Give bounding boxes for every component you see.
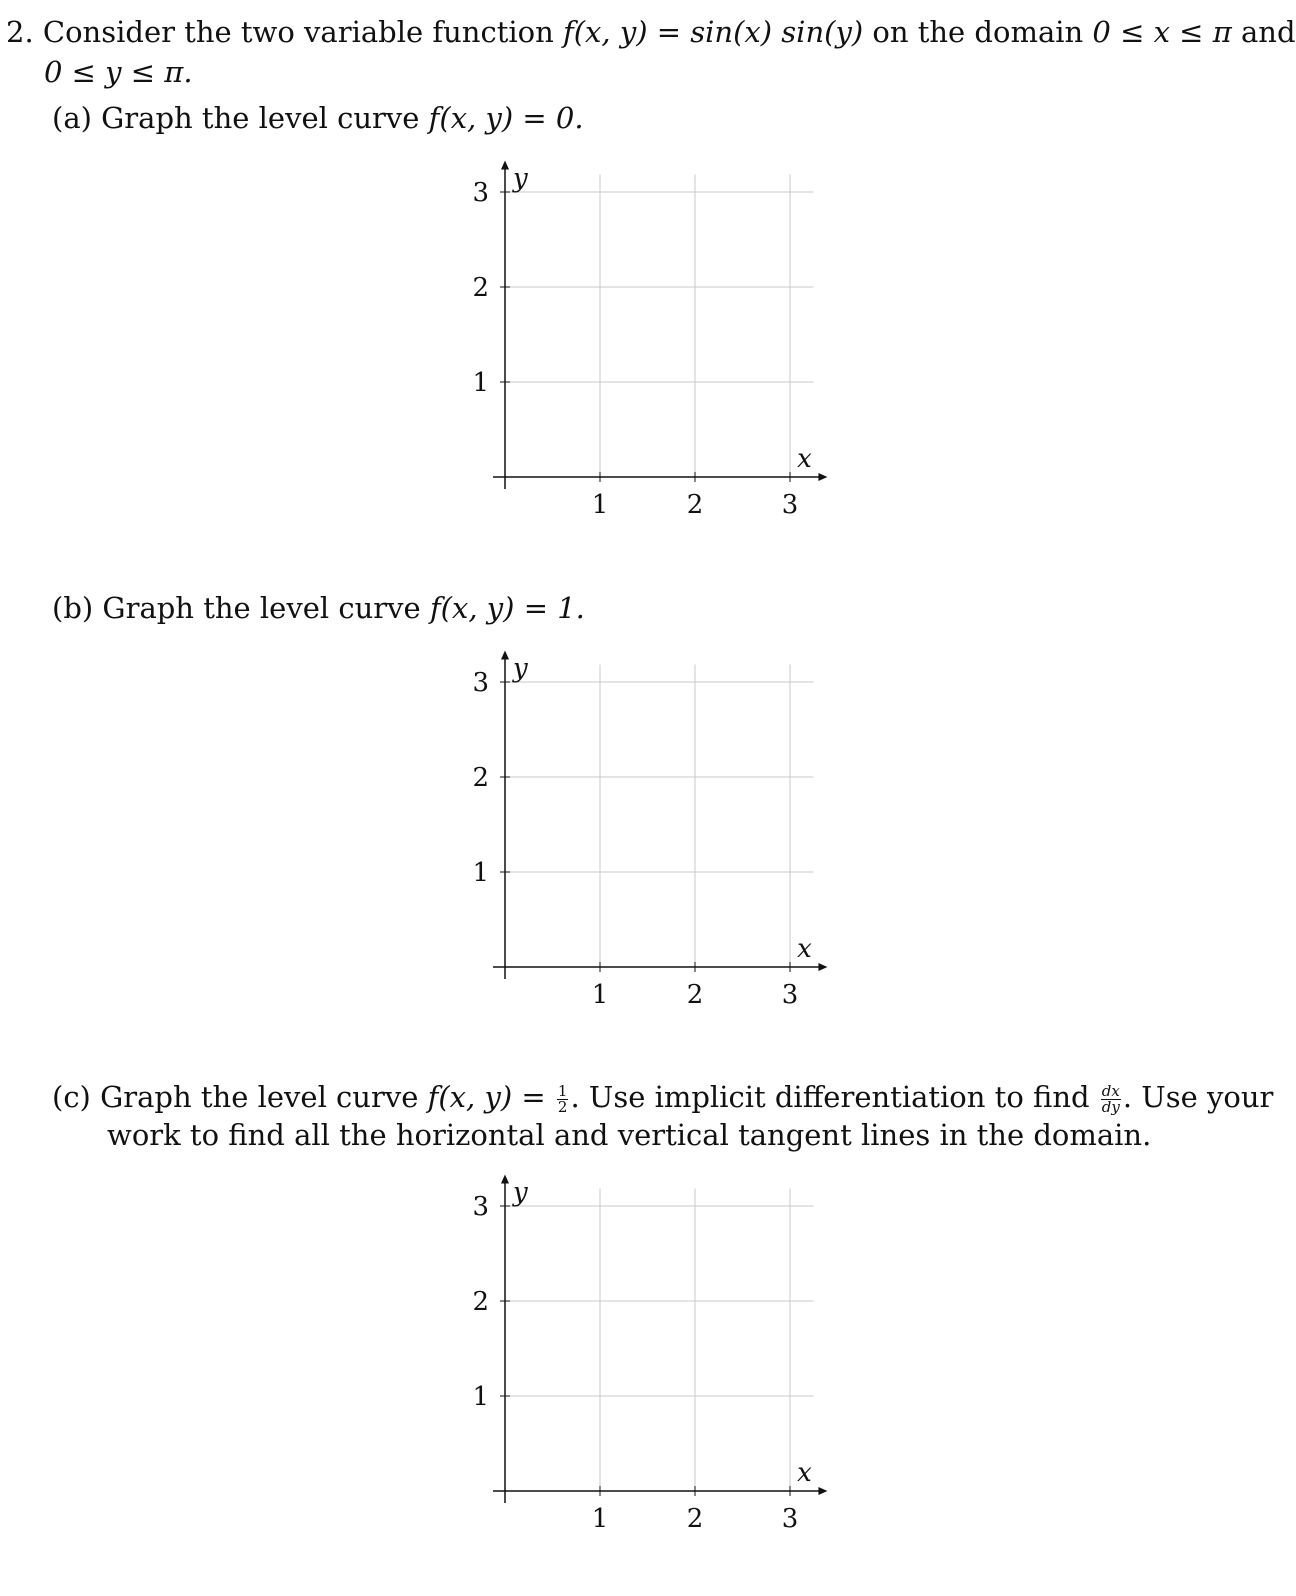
graph-b-y-label: y (513, 653, 528, 684)
part-a-text: Graph the level curve (101, 101, 429, 135)
graph-c-y-arrow (501, 1175, 509, 1184)
graph-a-xtick-label-2: 2 (686, 490, 704, 520)
graph-b-x-arrow (818, 963, 827, 971)
graph-c-ytick-label-2: 2 (472, 1287, 489, 1317)
graph-c-y-label: y (513, 1177, 528, 1208)
graph-a-xtick-label-1: 1 (591, 490, 609, 520)
problem-intro-and: and (1231, 15, 1296, 49)
graph-c-xtick-label-3: 3 (781, 1504, 799, 1534)
graph-a-ytick-label-2: 2 (472, 273, 489, 303)
graph-a-ytick-label-1: 1 (472, 368, 489, 398)
graph-c-xtick-label-2: 2 (686, 1504, 704, 1534)
graph-a-ytick-label-3: 3 (472, 178, 489, 208)
problem-intro: Consider the two variable function (42, 15, 563, 49)
part-a-label: (a) (52, 101, 92, 135)
graph-c-group (472, 1175, 827, 1534)
part-c-fraction-denominator: 2 (557, 1097, 568, 1116)
part-b-equation: f(x, y) = 1. (429, 591, 585, 625)
domain-x: 0 ≤ x ≤ π (1092, 15, 1232, 49)
graph-b-xtick-label-1: 1 (591, 980, 609, 1010)
graph-a-x-arrow (818, 473, 827, 481)
part-c-derivative-numerator: dx (1101, 1081, 1120, 1100)
part-c-text-2: . Use implicit differentiation to find (570, 1080, 1099, 1114)
graph-a-y-arrow (501, 161, 509, 170)
part-c-line-2: work to find all the horizontal and vertical tangent lines in the domain. (107, 1118, 1152, 1152)
graph-b-ytick-label-3: 3 (472, 668, 489, 698)
part-c-text: Graph the level curve (100, 1080, 428, 1114)
graph-b-xtick-label-2: 2 (686, 980, 704, 1010)
graph-c-xtick-label-1: 1 (591, 1504, 609, 1534)
graph-a-xtick-label-3: 3 (781, 490, 799, 520)
graph-c-x-label: x (797, 1458, 812, 1488)
part-c-fraction-numerator: 1 (557, 1081, 568, 1100)
graph-b-x-label: x (797, 934, 812, 964)
graph-a-y-label: y (513, 163, 528, 194)
part-a-equation: f(x, y) = 0. (428, 101, 584, 135)
graph-a-group (472, 161, 827, 520)
part-c-label: (c) (52, 1080, 91, 1114)
graph-b-ytick-label-1: 1 (472, 858, 489, 888)
function-definition: f(x, y) = sin(x) sin(y) (562, 15, 864, 49)
graph-c-x-arrow (818, 1487, 827, 1495)
graph-b-y-arrow (501, 651, 509, 660)
graph-c-ytick-label-1: 1 (472, 1382, 489, 1412)
part-c-equation-lhs: f(x, y) = (427, 1080, 555, 1114)
graph-c-ytick-label-3: 3 (472, 1192, 489, 1222)
graph-b-ytick-label-2: 2 (472, 763, 489, 793)
problem-intro-domain: on the domain (863, 15, 1093, 49)
problem-number: 2. (6, 15, 34, 49)
part-b-label: (b) (52, 591, 94, 625)
domain-y: 0 ≤ y ≤ π. (44, 55, 193, 89)
graph-b-group (472, 651, 827, 1010)
part-b-text: Graph the level curve (102, 591, 430, 625)
part-c-text-3: . Use your (1122, 1080, 1274, 1114)
graph-a-x-label: x (797, 444, 812, 474)
part-c-derivative-denominator: dy (1101, 1097, 1120, 1116)
graph-b-xtick-label-3: 3 (781, 980, 799, 1010)
